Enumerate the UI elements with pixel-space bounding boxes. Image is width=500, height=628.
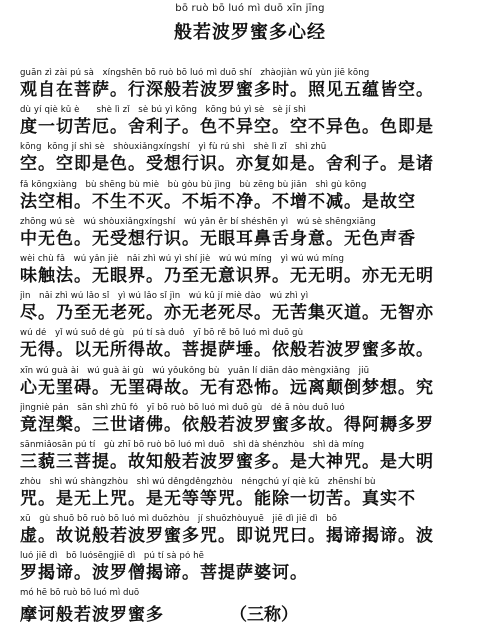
line-pinyin: sānmiǎosān pú tí gù zhī bō ruò bō luó mì duō shì dà shénzhòu shì dà míng bbox=[20, 439, 365, 450]
sutra-line bbox=[20, 328, 490, 365]
line-pinyin: wú dé yǐ wú suǒ dé gù pú tí sà duǒ yī bō rě bō luó mì duō gù bbox=[20, 328, 304, 339]
line-text: 无得。以无所得故。菩提萨埵。依般若波罗蜜多故。 bbox=[20, 340, 434, 361]
line-text: 罗揭谛。波罗僧揭谛。菩提萨婆诃。 bbox=[20, 563, 308, 584]
line-pinyin: guān zì zài pú sà xíngshēn bō ruò bō luó mì duō shí zhàojiàn wǔ yùn jiē kōng bbox=[20, 68, 370, 78]
line-text: 法空相。不生不灭。不垢不净。不增不减。是故空 bbox=[20, 191, 416, 212]
line-text: 虚。故说般若波罗蜜多咒。即说咒曰。揭谛揭谛。波 bbox=[20, 526, 434, 547]
sutra-body bbox=[20, 68, 490, 589]
line-pinyin: zhòu shì wú shàngzhòu shì wú děngděngzhòu néngchú yí qiè kǔ zhēnshí bù bbox=[20, 477, 376, 488]
line-pinyin: kōng kōng jí shì sè shòuxiǎngxíngshí yì fù rú shì shè lì zǐ shì zhū bbox=[20, 142, 327, 153]
title-pinyin: bō ruò bō luó mì duō xīn jīng bbox=[175, 3, 325, 14]
line-pinyin: jìngniè pán sān shì zhū fó yī bō ruò bō luó mì duō gù dé ā nòu duō luó bbox=[20, 402, 345, 413]
line-text: 中无色。无受想行识。无眼耳鼻舌身意。无色声香 bbox=[20, 228, 416, 249]
line-text: 竟涅槃。三世诸佛。依般若波罗蜜多故。得阿耨多罗 bbox=[20, 414, 434, 435]
recite-count-note: （三称） bbox=[230, 605, 298, 625]
line-pinyin: dù yí qiè kǔ è shè lì zǐ sè bú yì kōng kōng bú yì sè sè jí shì bbox=[20, 105, 307, 116]
sutra-line bbox=[20, 68, 490, 105]
line-pinyin: xū gù shuō bō ruò bō luó mì duōzhòu jí shuōzhòuyuē jiē dì jiē dì bō bbox=[20, 514, 338, 525]
sutra-line bbox=[20, 180, 490, 217]
line-text: 空。空即是色。受想行识。亦复如是。舍利子。是诸 bbox=[20, 154, 434, 175]
sutra-line bbox=[20, 291, 490, 328]
page-title: 般若波罗蜜多心经 bbox=[174, 22, 326, 43]
sutra-line bbox=[20, 514, 490, 551]
line-text: 观自在菩萨。行深般若波罗蜜多时。照见五蕴皆空。 bbox=[20, 80, 434, 100]
sutra-line bbox=[20, 440, 490, 477]
sutra-line bbox=[20, 217, 490, 254]
sutra-line bbox=[20, 551, 490, 588]
line-pinyin: luó jiē dì bō luósēngjiē dì pú tí sà pó hē bbox=[20, 551, 205, 562]
line-text: 心无罣碍。无罣碍故。无有恐怖。远离颠倒梦想。究 bbox=[20, 377, 434, 398]
line-text: 三藐三菩提。故知般若波罗蜜多。是大神咒。是大明 bbox=[20, 451, 434, 472]
sutra-line bbox=[20, 105, 490, 142]
final-text: 摩诃般若波罗蜜多 bbox=[20, 605, 164, 625]
final-pinyin: mó hē bō ruò bō luó mì duō bbox=[20, 588, 140, 598]
sutra-line bbox=[20, 254, 490, 291]
line-pinyin: xīn wú guà ài wú guà ài gù wú yǒukǒng bù yuǎn lí diān dǎo mèngxiǎng jiū bbox=[20, 365, 370, 376]
sutra-line bbox=[20, 477, 490, 514]
line-pinyin: jìn nǎi zhì wú lǎo sǐ yì wú lǎo sǐ jìn wú kǔ jí miè dào wú zhì yì bbox=[20, 291, 309, 302]
line-pinyin: wèi chù fǎ wú yǎn jiè nǎi zhì wú yì shí jiè wú wú míng yì wú wú míng bbox=[20, 253, 345, 264]
sutra-line bbox=[20, 366, 490, 403]
line-text: 味触法。无眼界。乃至无意识界。无无明。亦无无明 bbox=[20, 265, 434, 286]
line-text: 尽。乃至无老死。亦无老死尽。无苦集灭道。无智亦 bbox=[20, 303, 434, 324]
sutra-line bbox=[20, 142, 490, 179]
line-text: 度一切苦厄。舍利子。色不异空。空不异色。色即是 bbox=[20, 117, 434, 138]
sutra-line bbox=[20, 403, 490, 440]
line-text: 咒。是无上咒。是无等等咒。能除一切苦。真实不 bbox=[20, 489, 416, 510]
line-pinyin: zhōng wú sè wú shòuxiǎngxíngshí wú yǎn ěr bí shéshēn yì wú sè shēngxiāng bbox=[20, 216, 376, 227]
line-pinyin: fǎ kōngxiàng bù shēng bù miè bù gòu bù jìng bù zēng bù jiǎn shì gù kōng bbox=[20, 179, 367, 190]
